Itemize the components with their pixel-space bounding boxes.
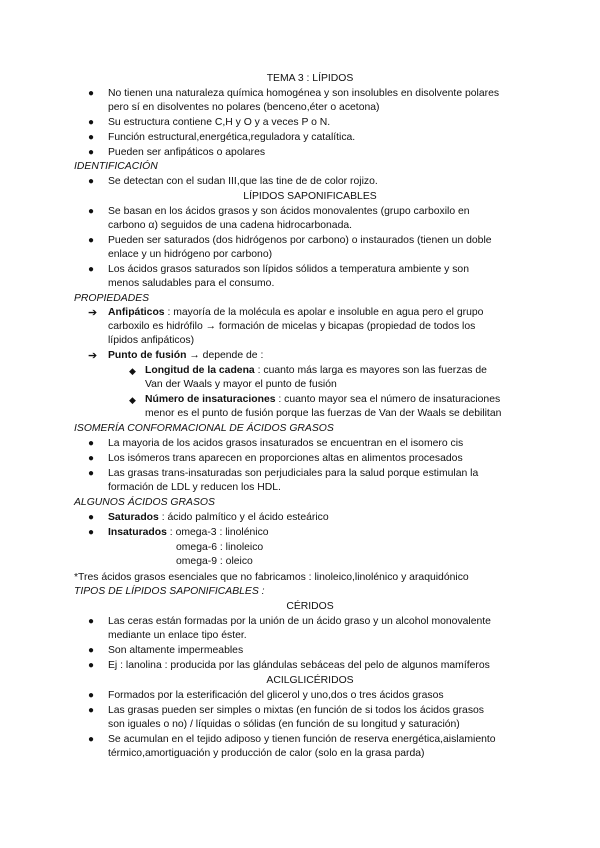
section-heading-propiedades: PROPIEDADES [74, 293, 150, 304]
anfipaticos-label: Anfipáticos [108, 307, 165, 318]
insat-text: : cuanto mayor sea el número de insaturaciones [278, 394, 501, 405]
ceridos-line: Las ceras están formadas por la unión de un ácido graso y un alcohol monovalente [108, 616, 491, 627]
section-heading-saponificables: LÍPIDOS SAPONIFICABLES [243, 191, 377, 202]
longitud-line [145, 364, 487, 379]
isomeria-line: formación de LDL y reducen los HDL. [108, 482, 281, 493]
omega9-line: omega-9 : oleico [176, 556, 253, 567]
insaturados-label: Insaturados [108, 527, 167, 538]
section-heading-identificacion: IDENTIFICACIÓN [74, 161, 158, 172]
bullet-icon: ● [88, 616, 95, 627]
intro-line: Su estructura contiene C,H y O y a veces P o N. [108, 117, 331, 128]
saponificables-line: Pueden ser saturados (dos hidrógenos por carbono) o instaurados (tienen un doble [108, 235, 492, 246]
longitud-label: Longitud de la cadena [145, 365, 255, 376]
bullet-icon: ● [88, 147, 95, 158]
fusion-label: Punto de fusión [108, 350, 187, 361]
section-heading-algunos: ALGUNOS ÁCIDOS GRASOS [74, 497, 215, 508]
saponificables-line: carbono α) seguidos de una cadena hidrocarbonada. [108, 220, 353, 231]
bullet-icon: ● [88, 235, 95, 246]
arrow-icon: ➔ [88, 350, 98, 362]
insaturados-text: : omega-3 : linolénico [169, 527, 269, 538]
insat-line: menor es el punto de fusión porque las fuerzas de Van der Waals se debilitan [145, 408, 502, 419]
longitud-line: Van der Waals y mayor el punto de fusión [145, 379, 337, 390]
insat-line [145, 393, 500, 408]
bullet-icon: ● [88, 264, 95, 275]
bullet-icon: ● [88, 206, 95, 217]
anfipaticos-text: : mayoría de la molécula es apolar e insoluble en agua pero el grupo [167, 307, 484, 318]
bullet-icon: ● [88, 132, 95, 143]
acil-line: son iguales o no) / líquidas o sólidas (en función de su longitud y saturación) [108, 719, 460, 730]
isomeria-line: Los isómeros trans aparecen en proporciones altas en alimentos procesados [108, 453, 463, 464]
diamond-bullet-icon: ◆ [129, 395, 136, 405]
isomeria-line: Las grasas trans-insaturadas son perjudiciales para la salud porque estimulan la [108, 468, 479, 479]
anfipaticos-line: lípidos anfipáticos) [108, 335, 195, 346]
insaturados-line [108, 526, 269, 541]
saponificables-line: menos saludables para el consumo. [108, 278, 275, 289]
section-heading-ceridos: CÉRIDOS [286, 601, 334, 612]
section-heading-tipos: TIPOS DE LÍPIDOS SAPONIFICABLES : [74, 586, 265, 597]
bullet-icon: ● [88, 660, 95, 671]
bullet-icon: ● [88, 705, 95, 716]
section-heading-isomeria: ISOMERÍA CONFORMACIONAL DE ÁCIDOS GRASOS [74, 423, 334, 434]
isomeria-line: La mayoria de los acidos grasos insaturados se encuentran en el isomero cis [108, 438, 464, 449]
page-title: TEMA 3 : LÍPIDOS [266, 73, 354, 84]
section-heading-acilgliceridos: ACILGLICÉRIDOS [266, 675, 354, 686]
intro-line: Pueden ser anfipáticos o apolares [108, 147, 266, 158]
fusion-text: → depende de : [189, 350, 264, 361]
bullet-icon: ● [88, 438, 95, 449]
bullet-icon: ● [88, 527, 95, 538]
anfipaticos-line [108, 306, 483, 321]
intro-line: Función estructural,energética,reguladora y catalítica. [108, 132, 356, 143]
saturados-line [108, 511, 329, 526]
anfipaticos-line: carboxilo es hidrófilo → formación de micelas y bicapas (propiedad de todos los [108, 321, 476, 332]
arrow-icon: ➔ [88, 307, 98, 319]
omega6-line: omega-6 : linoleico [176, 542, 264, 553]
saponificables-line: Se basan en los ácidos grasos y son ácidos monovalentes (grupo carboxilo en [108, 206, 470, 217]
diamond-bullet-icon: ◆ [129, 366, 136, 376]
longitud-text: : cuanto más larga es mayores son las fuerzas de [257, 365, 487, 376]
identificacion-line: Se detectan con el sudan III,que las tine de de color rojizo. [108, 176, 378, 187]
bullet-icon: ● [88, 690, 95, 701]
ceridos-line: Ej : lanolina : producida por las glándulas sebáceas del pelo de algunos mamíferos [108, 660, 490, 671]
ceridos-line: mediante un enlace tipo éster. [108, 630, 247, 641]
bullet-icon: ● [88, 645, 95, 656]
insat-label: Número de insaturaciones [145, 394, 276, 405]
bullet-icon: ● [88, 453, 95, 464]
intro-line: pero sí en disolventes no polares (benceno,éter o acetona) [108, 102, 380, 113]
fusion-line [108, 349, 263, 364]
acil-line: Formados por la esterificación del glicerol y uno,dos o tres ácidos grasos [108, 690, 444, 701]
acil-line: térmico,amortiguación y producción de calor (solo en la grasa parda) [108, 748, 425, 759]
bullet-icon: ● [88, 117, 95, 128]
bullet-icon: ● [88, 512, 95, 523]
bullet-icon: ● [88, 734, 95, 745]
bullet-icon: ● [88, 176, 95, 187]
saponificables-line: Los ácidos grasos saturados son lípidos sólidos a temperatura ambiente y son [108, 264, 469, 275]
bullet-icon: ● [88, 468, 95, 479]
saponificables-line: enlace y un hidrógeno por carbono) [108, 249, 273, 260]
acil-line: Las grasas pueden ser simples o mixtas (en función de si todos los ácidos grasos [108, 705, 484, 716]
bullet-icon: ● [88, 88, 95, 99]
acil-line: Se acumulan en el tejido adiposo y tienen función de reserva energética,aislamiento [108, 734, 496, 745]
saturados-label: Saturados [108, 512, 159, 523]
ceridos-line: Son altamente impermeables [108, 645, 244, 656]
saturados-text: : ácido palmítico y el ácido esteárico [161, 512, 329, 523]
intro-line: No tienen una naturaleza química homogénea y son insolubles en disolvente polares [108, 88, 500, 99]
nota-line: *Tres ácidos grasos esenciales que no fabricamos : linoleico,linolénico y araquidónico [74, 572, 469, 583]
